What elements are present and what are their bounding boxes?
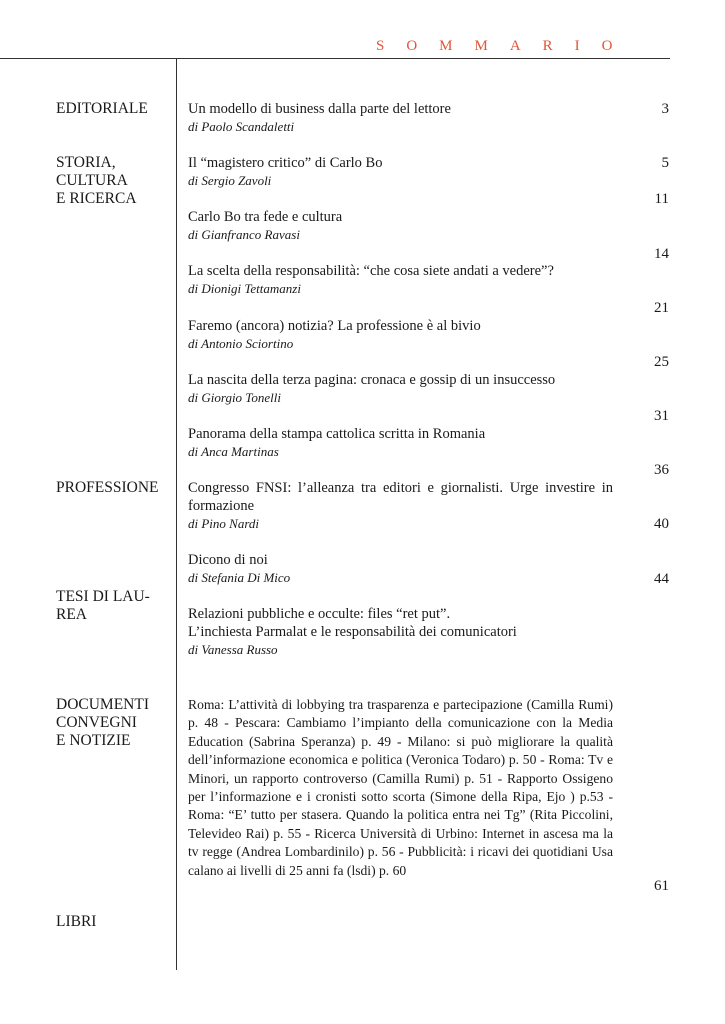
entry-author: di Dionigi Tettamanzi bbox=[188, 281, 301, 296]
section-storia-cultura-ricerca: STORIA, CULTURA E RICERCA bbox=[56, 154, 137, 207]
section-documenti-convegni-notizie: DOCUMENTI CONVEGNI E NOTIZIE bbox=[56, 696, 149, 749]
entry-author: di Giorgio Tonelli bbox=[188, 390, 281, 405]
entry-title: Relazioni pubbliche e occulte: files “ret put”. L’inchiesta Parmalat e le responsabilità dei comunicatori bbox=[188, 606, 517, 640]
entry-author: di Paolo Scandaletti bbox=[188, 119, 295, 134]
section-professione: PROFESSIONE bbox=[56, 479, 159, 496]
toc-entry[interactable] bbox=[188, 208, 613, 243]
toc-entry[interactable] bbox=[188, 262, 613, 297]
entry-title: Il “magistero critico” di Carlo Bo bbox=[188, 155, 383, 171]
page-number: 21 bbox=[654, 300, 669, 316]
entry-title: Congresso FNSI: l’alleanza tra editori e giornalisti. Urge investire in formazione bbox=[188, 480, 613, 514]
entry-title: Carlo Bo tra fede e cultura bbox=[188, 209, 343, 225]
entry-author: di Pino Nardi bbox=[188, 516, 260, 531]
column-divider bbox=[176, 58, 177, 970]
entry-author: di Antonio Sciortino bbox=[188, 336, 294, 351]
entry-title: Dicono di noi bbox=[188, 552, 268, 568]
page-number: 25 bbox=[654, 354, 669, 370]
section-tesi-di-laurea: TESI DI LAU- REA bbox=[56, 588, 150, 623]
toc-entry[interactable] bbox=[188, 425, 613, 460]
toc-entry[interactable] bbox=[188, 371, 613, 406]
page-number: 31 bbox=[654, 408, 669, 424]
entry-author: di Sergio Zavoli bbox=[188, 173, 272, 188]
page-number: 61 bbox=[654, 878, 669, 894]
toc-entry[interactable] bbox=[188, 479, 613, 532]
page-number: 3 bbox=[661, 101, 669, 117]
section-libri: LIBRI bbox=[56, 913, 97, 930]
toc-entry[interactable] bbox=[188, 551, 613, 586]
header-rule bbox=[0, 58, 670, 59]
page-number: 5 bbox=[661, 155, 669, 171]
toc-entry[interactable] bbox=[188, 154, 613, 189]
entry-author: di Anca Martinas bbox=[188, 444, 279, 459]
entry-author: di Stefania Di Mico bbox=[188, 570, 291, 585]
section-editoriale: EDITORIALE bbox=[56, 100, 148, 117]
entry-author: di Vanessa Russo bbox=[188, 642, 278, 657]
page-number: 11 bbox=[654, 191, 669, 207]
entry-title: La scelta della responsabilità: “che cosa siete andati a vedere”? bbox=[188, 263, 554, 279]
page-number: 14 bbox=[654, 246, 669, 262]
page-number: 40 bbox=[654, 516, 669, 532]
toc-entry[interactable] bbox=[188, 317, 613, 352]
page-title: SOMMARIO bbox=[376, 38, 635, 54]
page-number: 36 bbox=[654, 462, 669, 478]
toc-entry[interactable] bbox=[188, 605, 613, 658]
entry-author: di Gianfranco Ravasi bbox=[188, 227, 300, 242]
entry-title: La nascita della terza pagina: cronaca e gossip di un insuccesso bbox=[188, 372, 556, 388]
entry-title: Panorama della stampa cattolica scritta in Romania bbox=[188, 426, 486, 442]
entry-title: Faremo (ancora) notizia? La professione è al bivio bbox=[188, 318, 481, 334]
entry-title: Un modello di business dalla parte del lettore bbox=[188, 101, 451, 117]
toc-entry[interactable] bbox=[188, 100, 613, 135]
documenti-paragraph: Roma: L’attività di lobbying tra trasparenza e partecipazione (Camilla Rumi) p. 48 - Pescara: Cambiamo l’impianto della comunicazione con la Media Education (Sabrina Speranza) p. 49 - Milano: si può migliorare la qualità dell’informazione economica e politica (Veronica Todaro) p. 50 - Roma: Tv e Minori, un rapporto controverso (Camilla Rumi) p. 51 - Rapporto Ossigeno per l’informazione e i cronisti sotto scorta (Simone della Ripa, Ejo ) p.53 - Roma: “E’ tutto per stasera. Quando la politica entra nei Tg” (Rita Piccolini, Televideo Rai) p. 55 - Ricerca Università di Urbino: Internet in ascesa ma la tv regge (Andrea Lombardinilo) p. 56 - Pubblicità: i ricavi dei quotidiani Usa calano ai livelli di 25 anni fa (lsdi) p. 60 bbox=[188, 697, 613, 878]
page-number: 44 bbox=[654, 571, 669, 587]
